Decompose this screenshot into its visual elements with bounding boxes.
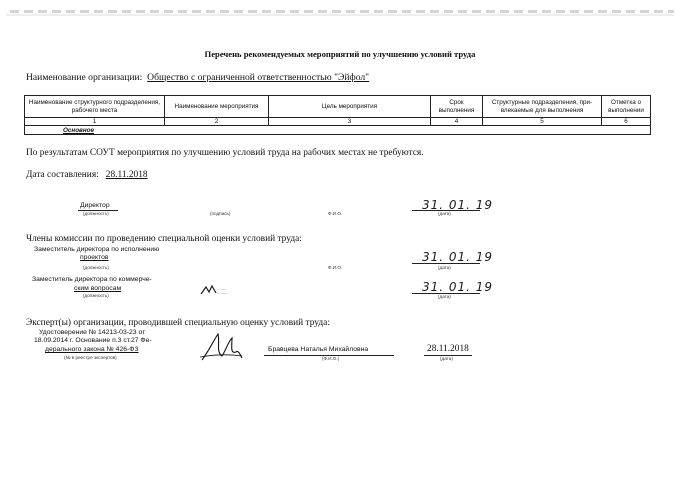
perforation-hole	[584, 10, 593, 13]
caption-fio: Ф.И.О.	[328, 265, 343, 270]
perforation-hole	[472, 10, 481, 13]
table-number-row	[25, 118, 651, 126]
director-position: Директор	[80, 202, 110, 209]
date-line	[26, 170, 148, 180]
perforation-strip	[6, 0, 674, 22]
expert-certificate-line: Удостоверение № 14213-03-23 от	[39, 329, 146, 336]
handwritten-date: 31. 01. 19	[422, 198, 494, 212]
caption-position: (должность)	[83, 293, 109, 298]
perforation-hole	[206, 10, 215, 13]
perforation-hole	[626, 10, 635, 13]
member-position-line1: Заместитель директора по исполнению	[34, 246, 160, 253]
expert-law-line: дерального закона № 426-ФЗ	[45, 346, 139, 353]
caption-registry: (№ в реестре экспертов)	[64, 355, 117, 360]
table-header-cell: Цель мероприятия	[269, 96, 431, 118]
perforation-hole	[528, 10, 537, 13]
member-position-line2: ским вопросам	[74, 285, 122, 292]
date-value: 28.11.2018	[105, 170, 148, 180]
perforation-hole	[108, 10, 117, 13]
perforation-hole	[556, 10, 565, 13]
caption-date: (дата)	[438, 265, 451, 270]
perforation-hole	[458, 10, 467, 13]
perforation-hole	[570, 10, 579, 13]
perforation-hole	[668, 10, 674, 13]
caption-date: (дата)	[440, 356, 453, 361]
column-number: 1	[25, 118, 165, 126]
perforation-hole	[136, 10, 145, 13]
svg-text:··········: ··········	[217, 292, 229, 296]
caption-signature: (подпись)	[210, 211, 231, 216]
expert-name: Бравцева Наталья Михайловна	[268, 346, 369, 353]
caption-date: (дата)	[438, 294, 451, 299]
perforation-hole	[486, 10, 495, 13]
perforation-hole	[234, 10, 243, 13]
measures-table	[24, 95, 651, 135]
perforation-hole	[542, 10, 551, 13]
member-position-line1: Заместитель директора по коммерче-	[32, 276, 152, 283]
caption-position: (должность)	[83, 211, 109, 216]
perforation-hole	[178, 10, 187, 13]
date-label: Дата составления:	[26, 170, 99, 180]
expert-signature	[198, 330, 244, 366]
expert-basis-line: 18.09.2014 г. Основание п.3 ст.27 Фе-	[34, 337, 152, 344]
perforation-hole	[262, 10, 271, 13]
perforation-hole	[416, 10, 425, 13]
column-number: 3	[269, 118, 431, 126]
perforation-hole	[654, 10, 663, 13]
result-text: По результатам СОУТ мероприятия по улучшению условий труда на рабочих местах не требуются.	[26, 148, 424, 158]
perforation-hole	[304, 10, 313, 13]
caption-fio: Ф.И.О.	[328, 211, 343, 216]
table-section-row	[25, 126, 651, 135]
perforation-hole	[94, 10, 103, 13]
perforation-hole	[248, 10, 257, 13]
perforation-hole	[500, 10, 509, 13]
perforation-marks	[6, 0, 674, 22]
handwritten-date: 31. 01. 19	[422, 250, 494, 264]
table-header-cell: Наименование мероприятия	[165, 96, 269, 118]
perforation-hole	[514, 10, 523, 13]
column-number: 5	[483, 118, 602, 126]
perforation-hole	[24, 10, 33, 13]
commission-title: Члены комиссии по проведению специальной оценки условий труда:	[26, 234, 302, 244]
perforation-hole	[122, 10, 131, 13]
perforation-hole	[388, 10, 397, 13]
svg-text:········: ········	[217, 288, 227, 292]
perforation-hole	[66, 10, 75, 13]
organization-name: Общество с ограниченной ответственностью "Эйфол"	[147, 72, 370, 83]
perforation-hole	[360, 10, 369, 13]
handwritten-date: 31. 01. 19	[422, 280, 494, 294]
perforation-hole	[346, 10, 355, 13]
caption-fio: (Ф.И.О.)	[322, 356, 340, 361]
perforation-hole	[444, 10, 453, 13]
table-header-row	[25, 96, 651, 118]
table-header-cell: Отметка о выполнении	[602, 96, 651, 118]
caption-date: (дата)	[438, 211, 451, 216]
perforation-hole	[220, 10, 229, 13]
perforation-hole	[402, 10, 411, 13]
perforation-hole	[276, 10, 285, 13]
perforation-hole	[318, 10, 327, 13]
section-label: Основное	[25, 126, 651, 135]
column-number: 2	[165, 118, 269, 126]
organization-line	[26, 72, 369, 83]
perforation-hole	[640, 10, 649, 13]
table-header-cell: Наименование структурного подразделения, рабочего места	[25, 96, 165, 118]
perforation-hole	[430, 10, 439, 13]
expert-date: 28.11.2018	[427, 344, 469, 354]
document-title: Перечень рекомендуемых мероприятий по улучшению условий труда	[204, 49, 476, 59]
member-position-line2: проектов	[80, 254, 109, 261]
perforation-hole	[290, 10, 299, 13]
perforation-hole	[612, 10, 621, 13]
perforation-hole	[164, 10, 173, 13]
perforation-hole	[80, 10, 89, 13]
column-number: 4	[431, 118, 483, 126]
table-header-cell: Срок выполнения	[431, 96, 483, 118]
perforation-hole	[374, 10, 383, 13]
perforation-hole	[192, 10, 201, 13]
organization-label: Наименование организации:	[26, 72, 143, 83]
perforation-hole	[52, 10, 61, 13]
perforation-hole	[332, 10, 341, 13]
date-line-rule	[412, 263, 480, 264]
perforation-hole	[598, 10, 607, 13]
column-number: 6	[602, 118, 651, 126]
signature-stamp	[198, 283, 242, 297]
table-header-cell: Структурные подразделения, при- влекаемые для выполнения	[483, 96, 602, 118]
expert-title: Эксперт(ы) организации, проводившей специальную оценку условий труда:	[26, 318, 330, 328]
perforation-hole	[150, 10, 159, 13]
perforation-hole	[38, 10, 47, 13]
perforation-hole	[10, 10, 19, 13]
caption-position: (должность)	[83, 265, 109, 270]
